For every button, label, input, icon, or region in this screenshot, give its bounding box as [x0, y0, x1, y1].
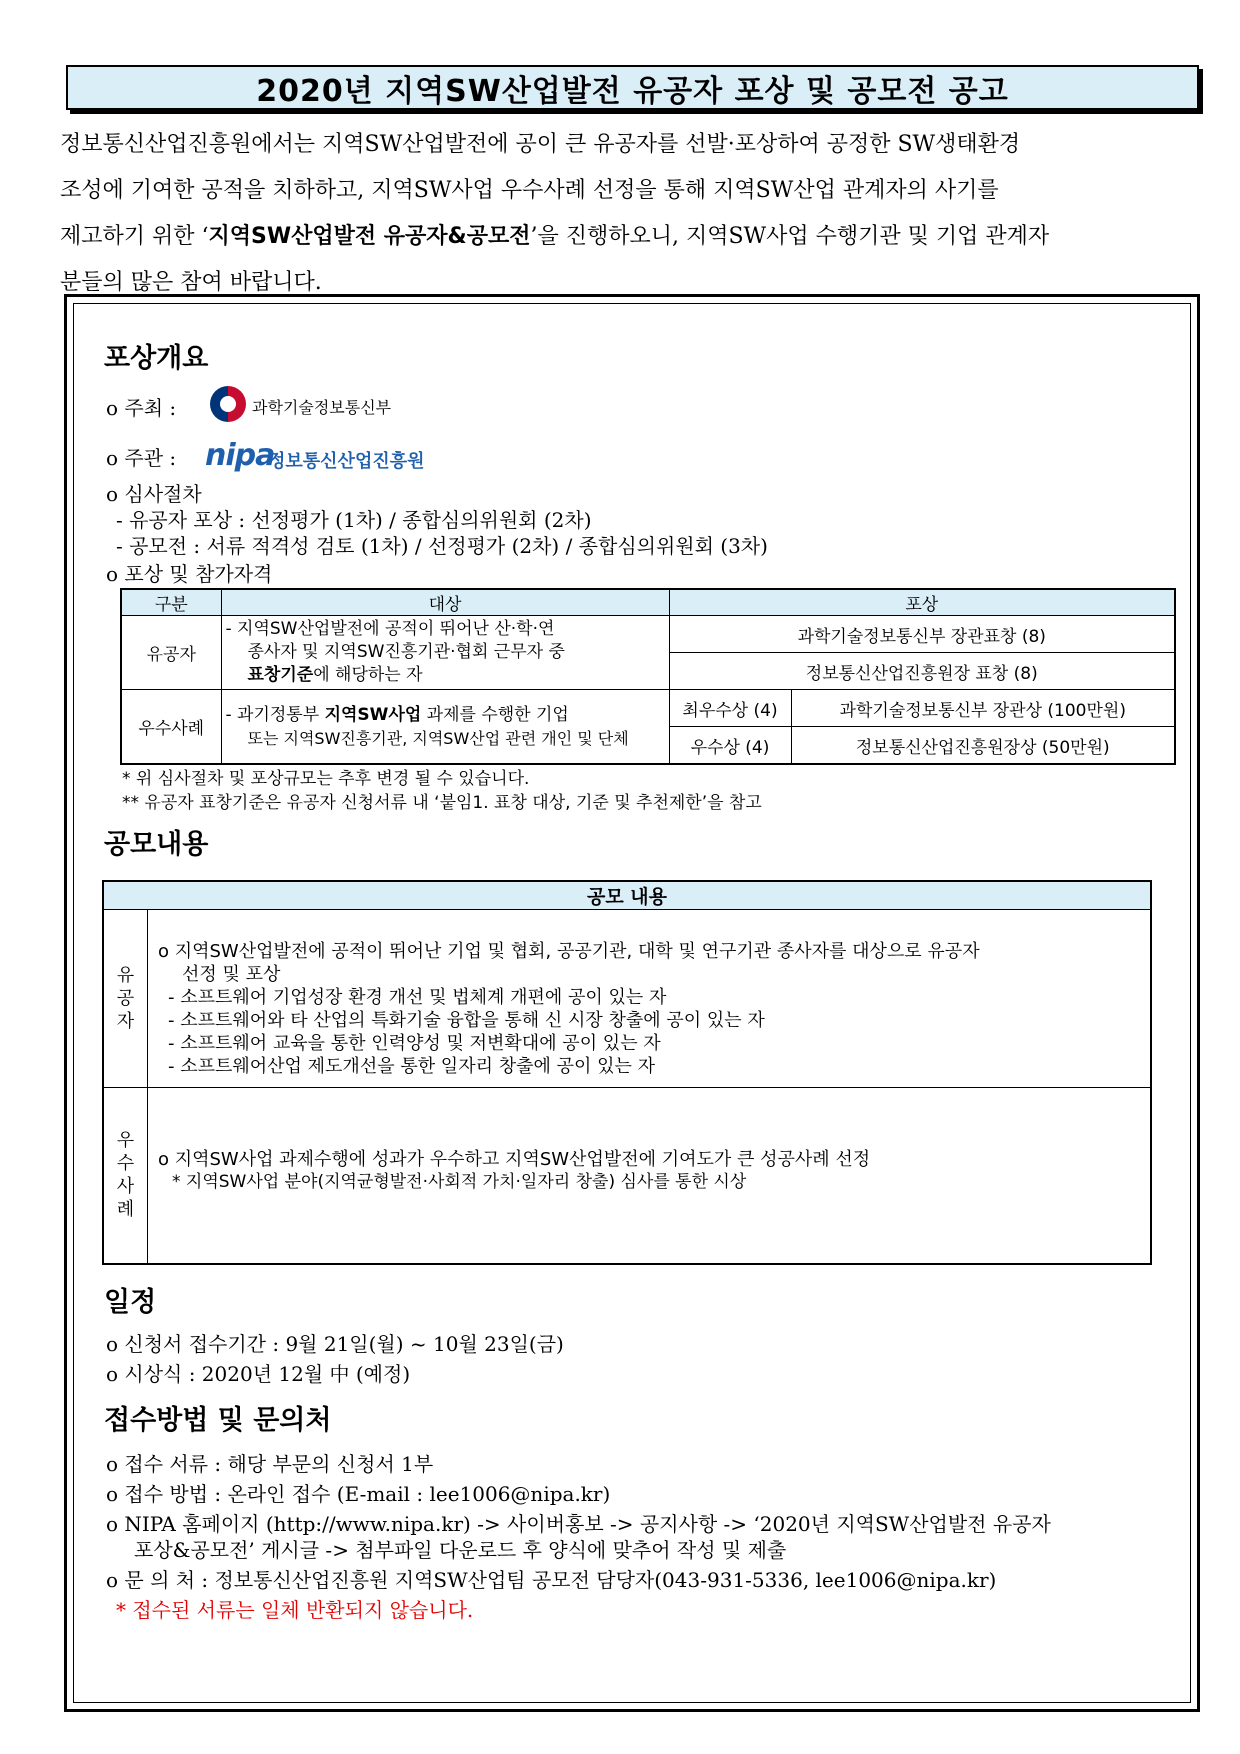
list-item: - 소프트웨어 교육을 통한 인력양성 및 저변확대에 공이 있는 자 — [168, 1033, 661, 1054]
review-step: - 공모전 : 서류 적격성 검토 (1차) / 선정평가 (2차) / 종합심의위원회 (3차) — [116, 534, 768, 558]
organizer-label: o 주관 : — [106, 446, 177, 470]
submission-item: o 접수 서류 : 해당 부문의 신청서 1부 — [106, 1452, 434, 1476]
intro-paragraph — [60, 122, 1200, 306]
host-label: o 주최 : — [106, 396, 177, 420]
category-cell: 유공자 — [121, 616, 221, 690]
section-heading-contest-contents: 공모내용 — [104, 829, 209, 860]
review-label: o 심사절차 — [106, 482, 202, 506]
award-cell: 과학기술정보통신부 장관표창 (8) — [669, 616, 1175, 653]
page-title: 2020년 지역SW산업발전 유공자 포상 및 공모전 공고 — [256, 73, 1009, 109]
target-cell: - 과기정통부 지역SW사업 과제를 수행한 기업 또는 지역SW진흥기관, 지역SW산업 관련 개인 및 단체 — [221, 690, 669, 765]
contest-cell: o 지역SW산업발전에 공적이 뛰어난 기업 및 협회, 공공기관, 대학 및 연구기관 종사자를 대상으로 유공자 선정 및 포상 - 소프트웨어 기업성장 환경 개선 및 법체계 개편에 공이 있는 자 - 소프트웨어와 타 산업의 특화기술 융합을 통해 신 시장 창출에 공이 있는 자 - 소프트웨어 교육을 통한 인력양성 및 저변확대에 공이 있는 자 - 소프트웨어산업 제도개선을 통한 일자리 창출에 공이 있는 자 — [148, 910, 1152, 1088]
review-step: - 유공자 포상 : 선정평가 (1차) / 종합심의위원회 (2차) — [116, 508, 592, 532]
host-logo-text: 과학기술정보통신부 — [252, 398, 392, 417]
grade-cell: 우수상 (4) — [669, 727, 791, 765]
awards-table — [120, 588, 1176, 765]
note: ** 유공자 표창기준은 유공자 신청서류 내 ‘붙임1. 표창 대상, 기준 및 추천제한’을 참고 — [122, 793, 762, 813]
submission-item: o NIPA 홈페이지 (http://www.nipa.kr) -> 사이버홍보 -> 공지사항 -> ‘2020년 지역SW산업발전 유공자 — [106, 1512, 1051, 1536]
table-header-cell: 구분 — [121, 589, 221, 616]
row-label-merit: 유 공 자 — [103, 910, 148, 1088]
table-header-row — [103, 881, 1151, 910]
section-heading-awards-overview: 포상개요 — [104, 343, 209, 374]
grade-cell: 최우수상 (4) — [669, 690, 791, 727]
list-item: - 소프트웨어산업 제도개선을 통한 일자리 창출에 공이 있는 자 — [168, 1056, 655, 1077]
warning-note: * 접수된 서류는 일체 반환되지 않습니다. — [116, 1598, 474, 1622]
award-cell: 정보통신산업진흥원장상 (50만원) — [791, 727, 1175, 765]
table-row — [121, 690, 1175, 727]
note: * 위 심사절차 및 포상규모는 추후 변경 될 수 있습니다. — [122, 769, 530, 789]
submission-item: o 접수 방법 : 온라인 접수 (E-mail : lee1006@nipa.kr) — [106, 1482, 611, 1506]
table-header-cell: 포상 — [669, 589, 1175, 616]
section-heading-submission: 접수방법 및 문의처 — [104, 1405, 332, 1436]
category-cell: 우수사례 — [121, 690, 221, 765]
section-heading-schedule: 일정 — [104, 1287, 157, 1318]
contact-item: o 문 의 처 : 정보통신산업진흥원 지역SW산업팀 공모전 담당자(043-931-5336, lee1006@nipa.kr) — [106, 1568, 997, 1592]
submission-item: 포상&공모전’ 게시글 -> 첨부파일 다운로드 후 양식에 맞추어 작성 및 제출 — [134, 1538, 787, 1562]
announcement-title-box — [66, 65, 1199, 110]
target-cell: - 지역SW산업발전에 공적이 뛰어난 산·학·연 종사자 및 지역SW진흥기관·협회 근무자 중 표창기준에 해당하는 자 — [221, 616, 669, 690]
table-row — [121, 616, 1175, 653]
table-header-row — [121, 589, 1175, 616]
schedule-item: o 신청서 접수기간 : 9월 21일(월) ~ 10월 23일(금) — [106, 1332, 564, 1356]
awards-label: o 포상 및 참가자격 — [106, 562, 273, 586]
award-cell: 정보통신산업진흥원장 표창 (8) — [669, 653, 1175, 690]
nipa-logo: nipa — [205, 438, 275, 473]
list-item: - 소프트웨어 기업성장 환경 개선 및 법체계 개편에 공이 있는 자 — [168, 987, 667, 1008]
intro-line: 조성에 기여한 공적을 치하하고, 지역SW사업 우수사례 선정을 통해 지역SW산업 관계자의 사기를 — [60, 178, 999, 203]
intro-line: 정보통신산업진흥원에서는 지역SW산업발전에 공이 큰 유공자를 선발·포상하여 공정한 SW생태환경 — [60, 132, 1021, 157]
intro-line: 분들의 많은 참여 바랍니다. — [60, 270, 322, 295]
contest-table — [102, 880, 1152, 1265]
event-name: 지역SW산업발전 유공자&공모전 — [208, 224, 531, 249]
organizer-logo-text: 정보통신산업진흥원 — [268, 451, 425, 472]
table-row — [103, 1088, 1151, 1264]
table-row — [103, 910, 1151, 1088]
schedule-item: o 시상식 : 2020년 12월 中 (예정) — [106, 1362, 411, 1386]
row-label-best-practice: 우 수 사 례 — [103, 1088, 148, 1264]
award-cell: 과학기술정보통신부 장관상 (100만원) — [791, 690, 1175, 727]
table-header-cell: 공모 내용 — [103, 881, 1151, 910]
contest-cell: o 지역SW사업 과제수행에 성과가 우수하고 지역SW산업발전에 기여도가 큰 성공사례 선정 * 지역SW사업 분야(지역균형발전·사회적 가치·일자리 창출) 심사를 통한 시상 — [148, 1088, 1152, 1264]
list-item: - 소프트웨어와 타 산업의 특화기술 융합을 통해 신 시장 창출에 공이 있는 자 — [168, 1010, 765, 1031]
intro-line: 제고하기 위한 ‘지역SW산업발전 유공자&공모전’을 진행하오니, 지역SW사업 수행기관 및 기업 관계자 — [60, 224, 1050, 249]
government-emblem-icon — [210, 386, 246, 422]
table-header-cell: 대상 — [221, 589, 669, 616]
